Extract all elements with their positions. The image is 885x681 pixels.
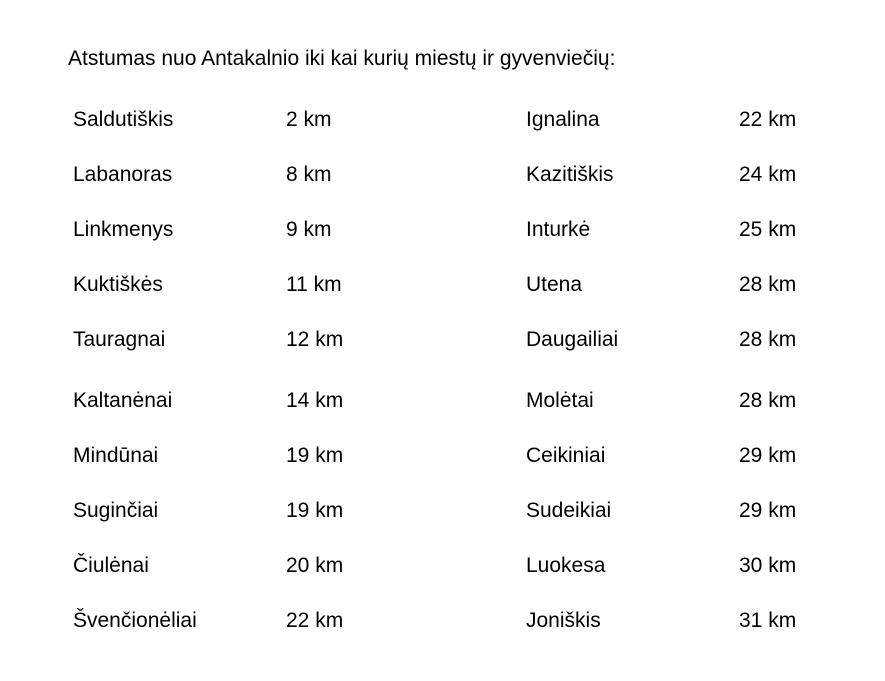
place-name: Luokesa	[526, 554, 606, 577]
distance-value: 29 km	[739, 444, 797, 467]
place-name: Joniškis	[526, 609, 601, 632]
place-name: Labanoras	[73, 163, 173, 186]
distance-value: 25 km	[739, 218, 797, 241]
distance-value: 19 km	[286, 444, 344, 467]
distance-value: 30 km	[739, 554, 797, 577]
place-name: Utena	[526, 273, 583, 296]
distance-value: 24 km	[739, 163, 797, 186]
place-name: Suginčiai	[73, 499, 159, 522]
distance-value: 19 km	[286, 499, 344, 522]
place-name: Molėtai	[526, 389, 594, 412]
distance-value: 29 km	[739, 499, 797, 522]
place-name: Ceikiniai	[526, 444, 606, 467]
distance-value: 28 km	[739, 328, 797, 351]
place-name: Kuktiškės	[73, 273, 163, 296]
place-name: Daugailiai	[526, 328, 619, 351]
place-name: Kaltanėnai	[73, 389, 173, 412]
place-name: Čiulėnai	[73, 554, 149, 577]
distance-table-heading: Atstumas nuo Antakalnio iki kai kurių miestų ir gyvenviečių:	[68, 47, 616, 70]
table-row	[0, 498, 885, 524]
table-row	[0, 107, 885, 133]
table-row	[0, 553, 885, 579]
distance-value: 14 km	[286, 389, 344, 412]
distance-value: 8 km	[286, 163, 332, 186]
distance-value: 22 km	[739, 108, 797, 131]
place-name: Inturkė	[526, 218, 591, 241]
distance-value: 31 km	[739, 609, 797, 632]
place-name: Linkmenys	[73, 218, 174, 241]
distance-value: 28 km	[739, 273, 797, 296]
place-name: Saldutiškis	[73, 108, 174, 131]
distance-value: 11 km	[286, 273, 342, 296]
table-row	[0, 608, 885, 634]
distance-value: 22 km	[286, 609, 344, 632]
table-row	[0, 327, 885, 353]
distance-value: 2 km	[286, 108, 332, 131]
table-row	[0, 388, 885, 414]
place-name: Mindūnai	[73, 444, 159, 467]
distance-value: 9 km	[286, 218, 332, 241]
table-row	[0, 272, 885, 298]
table-row	[0, 443, 885, 469]
place-name: Kazitiškis	[526, 163, 614, 186]
table-row	[0, 162, 885, 188]
place-name: Ignalina	[526, 108, 600, 131]
place-name: Tauragnai	[73, 328, 166, 351]
place-name: Sudeikiai	[526, 499, 612, 522]
distance-value: 12 km	[286, 328, 344, 351]
distance-value: 20 km	[286, 554, 344, 577]
place-name: Švenčionėliai	[73, 609, 197, 632]
table-row	[0, 217, 885, 243]
distance-value: 28 km	[739, 389, 797, 412]
